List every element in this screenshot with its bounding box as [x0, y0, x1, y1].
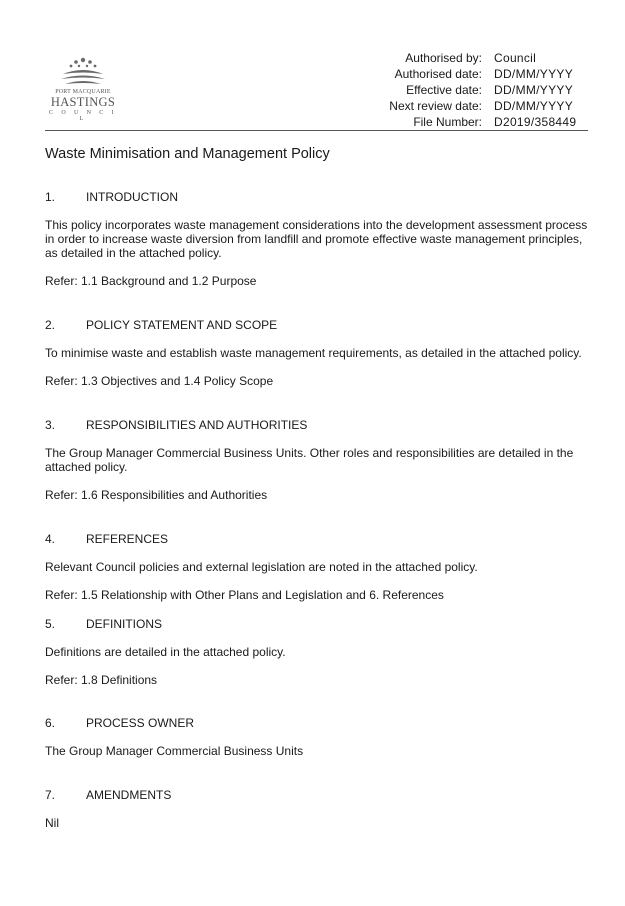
section-title: RESPONSIBILITIES AND AUTHORITIES [86, 418, 308, 432]
header-divider [45, 130, 588, 131]
section-heading [45, 532, 593, 548]
section-number: 3. [45, 418, 56, 432]
section-title: DEFINITIONS [86, 617, 163, 631]
meta-row-authorised-by [340, 50, 585, 66]
section-body: Nil [45, 816, 59, 830]
meta-label: Effective date: [406, 83, 482, 97]
lighthouse-logo-icon [47, 56, 119, 88]
meta-label: Authorised by: [405, 51, 482, 65]
section-number: 6. [45, 716, 56, 730]
section-reference: Refer: 1.6 Responsibilities and Authorities [45, 488, 268, 502]
logo-line-council: C O U N C I L [49, 109, 117, 122]
logo-line-hastings: HASTINGS [50, 95, 116, 109]
logo-wordmark [47, 89, 119, 122]
section-number: 2. [45, 318, 56, 332]
section-heading [45, 788, 593, 804]
section-responsibilities [45, 418, 593, 502]
document-metadata [340, 50, 585, 130]
section-title: PROCESS OWNER [86, 716, 195, 730]
meta-value: Council [494, 51, 537, 65]
section-body: Relevant Council policies and external legislation are noted in the attached policy. [45, 560, 478, 574]
section-reference: Refer: 1.1 Background and 1.2 Purpose [45, 274, 257, 288]
meta-label: Authorised date: [394, 67, 482, 81]
meta-row-next-review-date [340, 98, 585, 114]
section-introduction [45, 190, 593, 288]
section-reference: Refer: 1.8 Definitions [45, 673, 158, 687]
section-title: AMENDMENTS [86, 788, 172, 802]
section-number: 5. [45, 617, 56, 631]
policy-title: Waste Minimisation and Management Policy [45, 146, 330, 162]
section-title: INTRODUCTION [86, 190, 178, 204]
meta-row-effective-date [340, 82, 585, 98]
section-title: POLICY STATEMENT AND SCOPE [86, 318, 278, 332]
meta-row-file-number [340, 114, 585, 130]
section-body: Definitions are detailed in the attached policy. [45, 645, 286, 659]
meta-value: D2019/358449 [494, 115, 577, 129]
logo-line-port-macquarie: PORT MACQUARIE [55, 89, 111, 95]
section-amendments [45, 788, 593, 830]
section-reference: Refer: 1.3 Objectives and 1.4 Policy Scope [45, 374, 274, 388]
section-body: The Group Manager Commercial Business Units [45, 744, 304, 758]
council-logo [47, 56, 119, 122]
section-definitions [45, 617, 593, 687]
meta-value: DD/MM/YYYY [494, 99, 574, 113]
section-number: 1. [45, 190, 56, 204]
meta-label: File Number: [413, 115, 482, 129]
section-process-owner [45, 716, 593, 758]
meta-value: DD/MM/YYYY [494, 83, 574, 97]
section-body: To minimise waste and establish waste management requirements, as detailed in the attached policy. [45, 346, 582, 360]
section-reference: Refer: 1.5 Relationship with Other Plans and Legislation and 6. References [45, 588, 444, 602]
section-title: REFERENCES [86, 532, 169, 546]
section-body: The Group Manager Commercial Business Units. Other roles and responsibilities are detailed in the attached policy. [45, 446, 574, 474]
section-references [45, 532, 593, 602]
section-heading [45, 716, 593, 732]
section-number: 7. [45, 788, 56, 802]
section-policy-statement [45, 318, 593, 388]
section-heading [45, 617, 593, 633]
section-body: This policy incorporates waste management considerations into the development assessment process in order to increase waste diversion from landfill and promote effective waste management principles, as detailed in the attached policy. [45, 218, 588, 260]
section-heading [45, 190, 593, 206]
meta-row-authorised-date [340, 66, 585, 82]
meta-label: Next review date: [389, 99, 482, 113]
section-heading [45, 318, 593, 334]
meta-value: DD/MM/YYYY [494, 67, 574, 81]
section-heading [45, 418, 593, 434]
section-number: 4. [45, 532, 56, 546]
